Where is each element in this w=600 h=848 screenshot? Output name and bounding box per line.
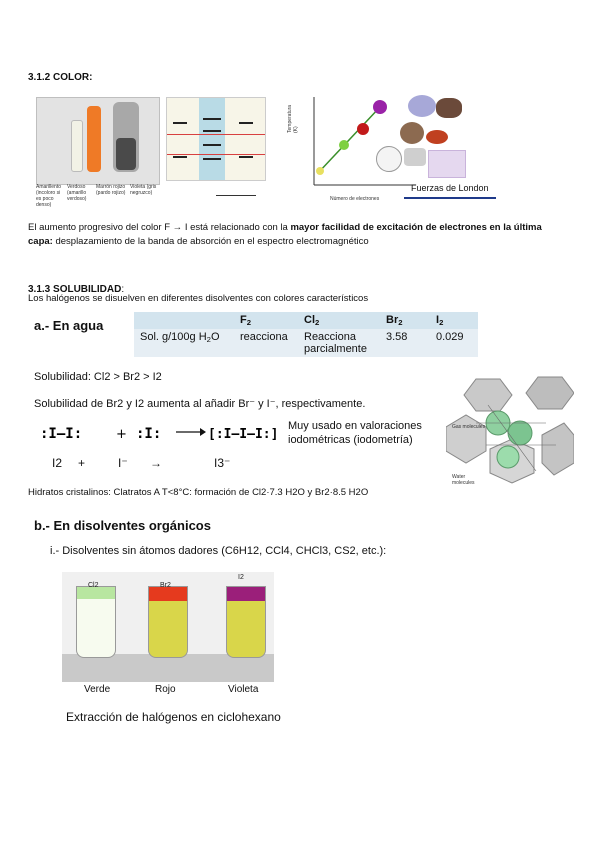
molecule-image-6 [404,148,426,166]
reaction-note: Muy usado en valoraciones iodométricas (iodometría) [288,420,422,446]
organic-title: b.- En disolventes orgánicos [34,518,211,533]
graph-caption: Fuerzas de London [411,183,489,193]
molecule-image-5 [376,146,402,172]
graph-ylabel: Temperatura (K) [287,104,299,133]
hydrates-text: Hidratos cristalinos: Clatratos A T<8°C: formación de Cl2·7.3 H2O y Br2·8.5 H2O [28,487,369,498]
tube-color-violeta: Violeta [228,684,259,695]
table-cell-cl2: Reacciona parcialmente [298,329,380,357]
tube-color-rojo: Rojo [155,684,176,695]
table-header-row [134,312,478,329]
graph-caption-underline [404,197,496,199]
reaction-diagram [36,418,280,448]
clathrate-label-gas: Gas molecules [452,424,486,430]
svg-text::I:: :I: [136,426,162,442]
table-header-i2: $I_2$ [430,312,478,329]
svg-text:+: + [116,427,127,442]
graph-svg [296,93,420,203]
boiling-point-graph [296,93,420,203]
graph-point-cl2 [339,140,349,150]
graph-point-f2 [316,167,324,175]
solubility-table [134,312,478,357]
tube-label-cl2: Cl2 [88,582,99,589]
energy-diagram-arrow [216,195,256,196]
molecule-image-1 [408,95,436,117]
table-header-cl2: $Cl_2$ [298,312,380,329]
reaction-label-triiodide: I3⁻ [214,456,231,470]
water-title: a.- En agua [34,318,104,333]
table-cell-i2: 0.029 [430,329,478,357]
vial-label-1: Amarillento (incoloro si es poco denso) [36,184,62,208]
reaction-label-iodide: I⁻ [118,456,128,470]
tube-br2 [148,586,188,658]
solubility-increase: Solubilidad de Br2 y I2 aumenta al añadir Br⁻ y I⁻, respectivamente. [34,398,366,410]
halogen-vials-photo [36,97,160,185]
solubility-heading-text: 3.1.3 SOLUBILIDAD [28,284,122,295]
clathrate-structure-image [446,375,574,487]
graph-point-br2 [357,123,369,135]
color-text-bold: mayor facilidad de excitación de electrones en la última capa: [28,222,542,247]
organic-subtitle: i.- Disolventes sin átomos dadores (C6H12, CCl4, CHCl3, CS2, etc.): [50,545,387,557]
molecule-image-7 [428,150,466,178]
extraction-caption: Extracción de halógenos en ciclohexano [66,710,281,724]
svg-text:[:I—I—I:]: [:I—I—I:] [208,427,279,442]
section-heading-color: 3.1.2 COLOR: [28,72,93,83]
table-cell-br2: 3.58 [380,329,430,357]
table-header-empty [134,312,234,329]
table-row [134,329,478,357]
table-header-br2: $Br_2$ [380,312,430,329]
molecule-image-4 [426,130,448,144]
clathrate-svg [446,375,574,487]
molecule-image-3 [400,122,424,144]
solubility-table-wrapper [134,312,478,357]
vial-label-4: Violeta (gris negruzco) [130,184,157,196]
reaction-svg [36,418,280,448]
solubility-intro: Los halógenos se disuelven en diferentes disolventes con colores característicos [28,293,369,304]
tube-color-verde: Verde [84,684,111,695]
color-paragraph [28,221,548,249]
vial-label-3: Marrón rojizo (pardo rojizo) [96,184,126,196]
tube-cl2 [76,586,116,658]
svg-text::I—I:: :I—I: [40,426,83,442]
graph-xlabel: Número de electrones [330,196,380,202]
tube-i2 [226,586,266,658]
vial-label-2: Verdoso (amarillo verdoso) [67,184,87,202]
table-header-f2: $F_2$ [234,312,298,329]
color-text-part1: El aumento progresivo del color F → I está relacionado con la [28,222,291,233]
reaction-label-i2: I2 [52,456,63,470]
color-text-part2: desplazamiento de la banda de absorción en el espectro electromagnético [52,236,369,247]
table-cell-f2: reacciona [234,329,298,357]
graph-point-i2 [373,100,387,114]
energy-level-diagram [166,97,266,181]
reaction-label-plus: + [78,456,86,470]
clathrate-label-water: Water molecules [452,474,475,486]
reaction-label-arrow: → [150,456,162,470]
table-row-label: Sol. g/100g $H_2O$ [134,329,234,357]
tube-label-i2: I2 [238,574,244,581]
tube-label-br2: Br2 [160,582,171,589]
solubility-heading-colon: : [121,284,125,295]
solubility-order: Solubilidad: Cl2 > Br2 > I2 [34,371,162,383]
molecule-image-2 [436,98,462,118]
